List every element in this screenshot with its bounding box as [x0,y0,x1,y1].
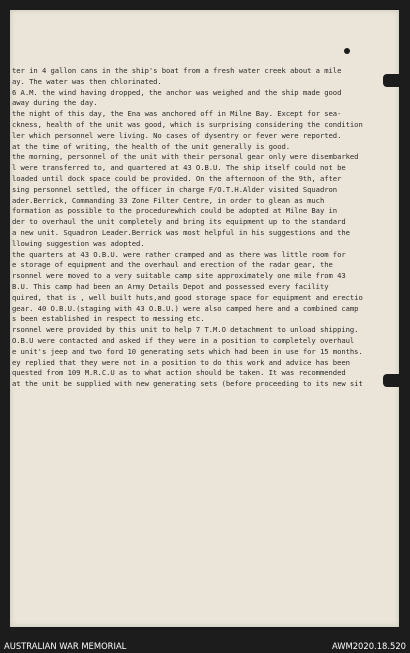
text-line: s been established in respect to messing etc. [12,314,205,324]
text-line: ter in 4 gallon cans in the ship's boat from a fresh water creek about a mile [12,66,342,75]
text-line: l were transferred to, and quartered at 43 O.B.U. The ship itself could not be [12,163,346,173]
text-line: ckness, health of the unit was good, which is surprising considering the condition [12,119,363,129]
text-line: away during the day. [12,98,98,108]
text-line: at the unit be supplied with new generating sets (before proceeding to its new sit [12,379,363,389]
footer-bar [0,635,410,653]
text-line: gear. 40 O.B.U.(staging with 43 O.B.U.) were also camped here and a combined camp [12,303,359,313]
text-line: loaded until dock space could be provided. On the afternoon of the 9th, after [12,173,342,183]
punch-hole [344,48,350,54]
text-line: quested from 109 M.R.C.U as to what action should be taken. It was recommended [12,368,346,378]
text-line: rsonnel were moved to a very suitable camp site approximately one mile from 43 [12,271,346,281]
text-line: the quarters at 43 O.B.U. were rather cramped and as there was little room for [12,249,346,259]
text-line: ader.Berrick, Commanding 33 Zone Filter Centre, in order to glean as much [12,195,325,205]
text-line: 6 A.M. the wind having dropped, the anchor was weighed and the ship made good [12,87,342,97]
text-line: ay. The water was then chlorinated. [12,76,162,86]
text-line: O.B.U were contacted and asked if they were in a position to completely overhaul [12,335,355,345]
text-line: ler which personnel were living. No cases of dysentry or fever were reported. [12,130,342,140]
text-line: e unit's jeep and two ford 10 generating sets which had been in use for 15 months. [12,346,363,356]
text-line: rsonnel were provided by this unit to help 7 T.M.O detachment to unload shipping. [12,325,359,335]
text-line: e storage of equipment and the overhaul and erection of the radar gear, the [12,260,333,270]
document-page [10,10,399,627]
text-line: der to overhaul the unit completely and bring its equipment up to the standard [12,217,346,227]
text-line: a new unit. Squadron Leader.Berrick was most helpful in his suggestions and the [12,227,350,237]
text-line: sing personnel settled, the officer in charge F/O.T.H.Alder visited Squadron [12,184,338,194]
footer-source: AUSTRALIAN WAR MEMORIAL [4,641,127,651]
footer-accession-number: AWM2020.18.520 [331,641,406,651]
text-line: ey replied that they were not in a position to do this work and advice has been [12,357,350,367]
typed-text-body [12,66,398,390]
text-line: llowing suggestion was adopted. [12,238,145,248]
text-line: B.U. This camp had been an Army Details Depot and possessed every facility [12,281,329,291]
text-line: the night of this day, the Ena was anchored off in Milne Bay. Except for sea- [12,109,342,119]
text-line: quired, that is , well built huts,and good storage space for equipment and erectio [12,292,363,302]
text-line: the morning, personnel of the unit with their personal gear only were disembarked [12,152,359,162]
text-line: formation as possible to the procedurewhich could be adopted at Milne Bay in [12,206,338,216]
text-line: at the time of writing, the health of the unit generally is good. [12,141,291,151]
